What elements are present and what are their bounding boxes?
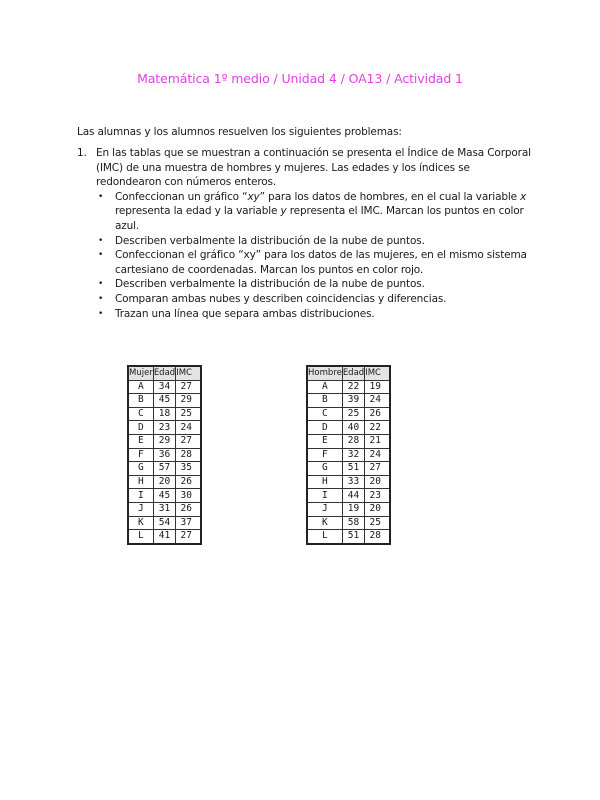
- table-row: [128, 489, 201, 503]
- person-label-cell: H: [307, 475, 342, 489]
- imc-cell: 30: [176, 489, 201, 503]
- table-row: [128, 502, 201, 516]
- person-label-cell: E: [307, 434, 342, 448]
- age-cell: 39: [342, 394, 364, 408]
- age-cell: 25: [342, 407, 364, 421]
- table-row: [128, 394, 201, 408]
- person-label-cell: D: [128, 421, 153, 435]
- column-header: Mujer: [128, 366, 153, 380]
- person-label-cell: H: [128, 475, 153, 489]
- age-cell: 45: [153, 394, 175, 408]
- age-cell: 33: [342, 475, 364, 489]
- table-row: [307, 407, 390, 421]
- age-cell: 36: [153, 448, 175, 462]
- age-cell: 28: [342, 434, 364, 448]
- table-row: [307, 475, 390, 489]
- table-row: [307, 502, 390, 516]
- age-cell: 40: [342, 421, 364, 435]
- table-row: [307, 448, 390, 462]
- person-label-cell: B: [307, 394, 342, 408]
- table-row: [128, 380, 201, 394]
- column-header: IMC: [365, 366, 390, 380]
- table-header-row: [128, 366, 201, 380]
- problem-statement: En las tablas que se muestran a continuación se presenta el Índice de Masa Corporal (IMC) de una muestra de hombres y mujeres. Las edades y los índices se redondearon con números enteros.: [96, 147, 531, 189]
- intro-text: Las alumnas y los alumnos resuelven los siguientes problemas:: [77, 126, 402, 138]
- person-label-cell: G: [128, 462, 153, 476]
- table-row: [128, 475, 201, 489]
- bullet-icon: •: [98, 235, 104, 246]
- age-cell: 34: [153, 380, 175, 394]
- task-item: • Confeccionan el gráfico “xy” para los datos de las mujeres, en el mismo sistema cartesiano de coordenadas. Marcan los puntos en color rojo.: [98, 249, 527, 276]
- age-cell: 19: [342, 502, 364, 516]
- bullet-icon: •: [98, 308, 104, 319]
- imc-cell: 21: [365, 434, 390, 448]
- person-label-cell: A: [307, 380, 342, 394]
- column-header: Edad: [153, 366, 175, 380]
- age-cell: 41: [153, 530, 175, 544]
- imc-cell: 27: [176, 530, 201, 544]
- person-label-cell: J: [307, 502, 342, 516]
- mujer-table: [127, 365, 202, 545]
- problem-number: 1.: [77, 147, 87, 159]
- imc-cell: 26: [176, 502, 201, 516]
- table-row: [307, 489, 390, 503]
- age-cell: 29: [153, 434, 175, 448]
- bullet-icon: •: [98, 279, 104, 290]
- table-header-row: [307, 366, 390, 380]
- person-label-cell: F: [128, 448, 153, 462]
- age-cell: 51: [342, 462, 364, 476]
- problem-1: [77, 146, 537, 321]
- age-cell: 57: [153, 462, 175, 476]
- age-cell: 20: [153, 475, 175, 489]
- table-row: [307, 380, 390, 394]
- imc-cell: 25: [176, 407, 201, 421]
- column-header: Hombre: [307, 366, 342, 380]
- imc-cell: 27: [176, 380, 201, 394]
- age-cell: 44: [342, 489, 364, 503]
- age-cell: 22: [342, 380, 364, 394]
- imc-cell: 27: [176, 434, 201, 448]
- person-label-cell: B: [128, 394, 153, 408]
- table-row: [307, 530, 390, 544]
- table-row: [307, 462, 390, 476]
- table-row: [307, 434, 390, 448]
- age-cell: 31: [153, 502, 175, 516]
- task-item: • Trazan una línea que separa ambas distribuciones.: [98, 307, 375, 320]
- table-row: [128, 407, 201, 421]
- imc-cell: 22: [365, 421, 390, 435]
- person-label-cell: D: [307, 421, 342, 435]
- person-label-cell: I: [128, 489, 153, 503]
- person-label-cell: C: [128, 407, 153, 421]
- page-title: Matemática 1º medio / Unidad 4 / OA13 / Actividad 1: [137, 71, 463, 86]
- table-row: [128, 448, 201, 462]
- table-row: [128, 530, 201, 544]
- bullet-icon: •: [98, 191, 104, 202]
- age-cell: 58: [342, 516, 364, 530]
- age-cell: 23: [153, 421, 175, 435]
- imc-cell: 24: [365, 448, 390, 462]
- person-label-cell: C: [307, 407, 342, 421]
- age-cell: 51: [342, 530, 364, 544]
- problem-body: [96, 146, 537, 321]
- imc-cell: 35: [176, 462, 201, 476]
- imc-cell: 19: [365, 380, 390, 394]
- imc-cell: 29: [176, 394, 201, 408]
- imc-cell: 37: [176, 516, 201, 530]
- hombre-table: [306, 365, 391, 545]
- person-label-cell: A: [128, 380, 153, 394]
- age-cell: 45: [153, 489, 175, 503]
- age-cell: 54: [153, 516, 175, 530]
- task-list: [96, 190, 537, 321]
- task-item: • Describen verbalmente la distribución de la nube de puntos.: [98, 278, 425, 291]
- table-row: [128, 421, 201, 435]
- person-label-cell: K: [128, 516, 153, 530]
- imc-cell: 27: [365, 462, 390, 476]
- table-row: [128, 516, 201, 530]
- person-label-cell: F: [307, 448, 342, 462]
- person-label-cell: J: [128, 502, 153, 516]
- task-item: • Confeccionan un gráfico “xy” para los datos de hombres, en el cual la variable x representa la edad y la variable y representa el IMC. Marcan los puntos en color azul.: [98, 190, 527, 232]
- column-header: Edad: [342, 366, 364, 380]
- person-label-cell: L: [128, 530, 153, 544]
- task-item: • Describen verbalmente la distribución de la nube de puntos.: [98, 234, 425, 247]
- bullet-icon: •: [98, 293, 104, 304]
- imc-cell: 20: [365, 502, 390, 516]
- person-label-cell: K: [307, 516, 342, 530]
- person-label-cell: E: [128, 434, 153, 448]
- imc-cell: 28: [176, 448, 201, 462]
- column-header: IMC: [176, 366, 201, 380]
- imc-cell: 23: [365, 489, 390, 503]
- table-row: [307, 421, 390, 435]
- imc-cell: 25: [365, 516, 390, 530]
- person-label-cell: G: [307, 462, 342, 476]
- imc-cell: 24: [176, 421, 201, 435]
- imc-cell: 26: [176, 475, 201, 489]
- age-cell: 32: [342, 448, 364, 462]
- imc-cell: 24: [365, 394, 390, 408]
- person-label-cell: I: [307, 489, 342, 503]
- imc-cell: 20: [365, 475, 390, 489]
- person-label-cell: L: [307, 530, 342, 544]
- task-item: • Comparan ambas nubes y describen coincidencias y diferencias.: [98, 292, 447, 305]
- table-row: [128, 462, 201, 476]
- imc-cell: 26: [365, 407, 390, 421]
- imc-cell: 28: [365, 530, 390, 544]
- table-row: [307, 516, 390, 530]
- bullet-icon: •: [98, 250, 104, 261]
- table-row: [128, 434, 201, 448]
- table-row: [307, 394, 390, 408]
- age-cell: 18: [153, 407, 175, 421]
